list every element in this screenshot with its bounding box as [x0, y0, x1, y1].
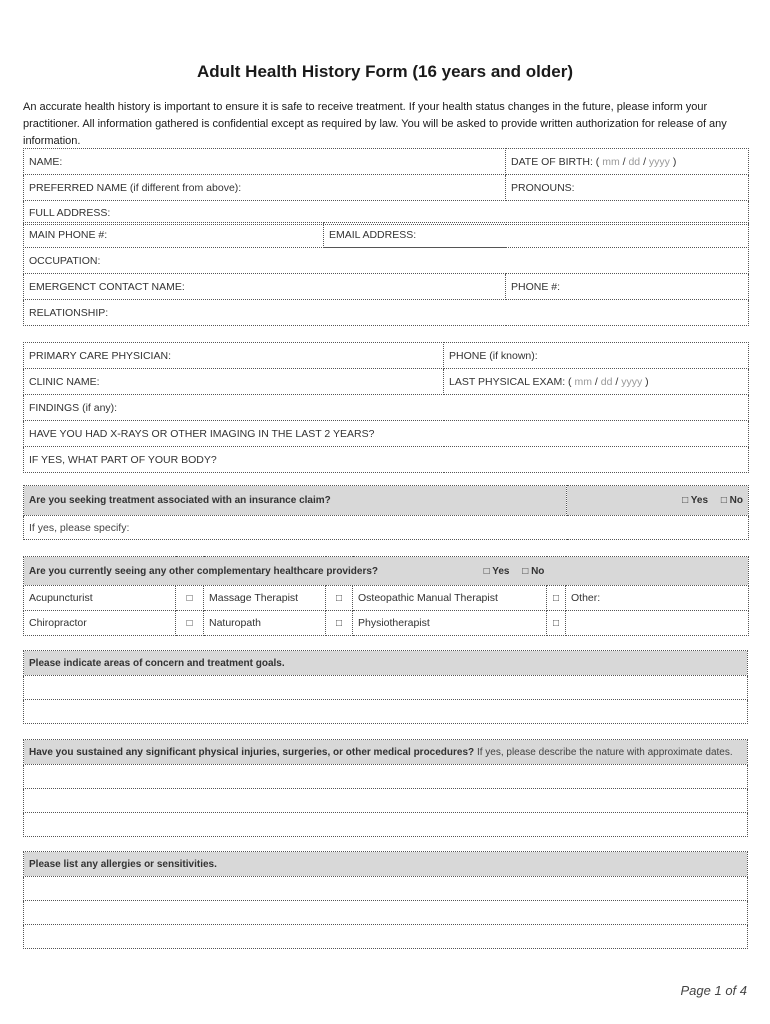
- allergies-question: Please list any allergies or sensitivities.: [24, 852, 748, 877]
- insurance-no-checkbox[interactable]: □ No: [720, 495, 743, 506]
- page-number: Page 1 of 4: [680, 983, 747, 998]
- body-part-field[interactable]: IF YES, WHAT PART OF YOUR BODY?: [24, 447, 749, 473]
- injuries-table: [23, 739, 748, 837]
- insurance-table: [23, 485, 749, 540]
- emergency-phone-field[interactable]: PHONE #:: [506, 274, 749, 300]
- primary-care-field[interactable]: PRIMARY CARE PHYSICIAN:: [24, 343, 444, 369]
- insurance-specify-field[interactable]: If yes, please specify:: [24, 516, 749, 540]
- main-phone-field[interactable]: MAIN PHONE #:: [24, 223, 324, 248]
- email-field[interactable]: EMAIL ADDRESS:: [324, 223, 749, 248]
- personal-info-table: [23, 148, 749, 225]
- massage-label: Massage Therapist: [204, 586, 326, 611]
- last-physical-field[interactable]: LAST PHYSICAL EXAM: ( mm / dd / yyyy ): [444, 369, 749, 395]
- acupuncturist-checkbox[interactable]: □: [176, 586, 204, 611]
- other-provider-field-2[interactable]: [566, 611, 749, 636]
- intro-paragraph: An accurate health history is important to ensure it is safe to receive treatment. If your health status changes in the future, please inform your practitioner. All information gathered is confidential except as required by law. You will be asked to provide written authorization for release of any information.: [23, 101, 727, 147]
- full-address-field[interactable]: FULL ADDRESS:: [24, 201, 749, 225]
- allergies-line-2[interactable]: [24, 901, 748, 925]
- providers-no-checkbox[interactable]: □ No: [522, 565, 545, 577]
- injuries-hint: If yes, please describe the nature with approximate dates.: [476, 746, 733, 758]
- concerns-table: [23, 650, 748, 724]
- providers-yes-checkbox[interactable]: □ Yes: [483, 565, 510, 577]
- concerns-line-1[interactable]: [24, 676, 748, 700]
- physician-phone-field[interactable]: PHONE (if known):: [444, 343, 749, 369]
- naturopath-checkbox[interactable]: □: [326, 611, 353, 636]
- osteopathic-label: Osteopathic Manual Therapist: [353, 586, 547, 611]
- chiropractor-label: Chiropractor: [24, 611, 176, 636]
- insurance-question: Are you seeking treatment associated with an insurance claim?: [24, 486, 567, 516]
- acupuncturist-label: Acupuncturist: [24, 586, 176, 611]
- emergency-table: [23, 247, 749, 326]
- contact-table: [23, 222, 749, 248]
- injuries-question: Have you sustained any significant physical injuries, surgeries, or other medical procedures?: [29, 746, 475, 758]
- providers-question: Are you currently seeing any other complementary healthcare providers?: [29, 565, 379, 577]
- insurance-yes-checkbox[interactable]: □ Yes: [682, 495, 709, 506]
- injuries-line-1[interactable]: [24, 765, 748, 789]
- chiropractor-checkbox[interactable]: □: [176, 611, 204, 636]
- injuries-line-2[interactable]: [24, 789, 748, 813]
- physiotherapist-checkbox[interactable]: □: [547, 611, 566, 636]
- xrays-field[interactable]: HAVE YOU HAD X-RAYS OR OTHER IMAGING IN THE LAST 2 YEARS?: [24, 421, 749, 447]
- findings-field[interactable]: FINDINGS (if any):: [24, 395, 749, 421]
- emergency-contact-field[interactable]: EMERGENCT CONTACT NAME:: [24, 274, 506, 300]
- other-provider-field[interactable]: Other:: [566, 586, 749, 611]
- naturopath-label: Naturopath: [204, 611, 326, 636]
- providers-table: [23, 556, 749, 636]
- name-field[interactable]: NAME:: [24, 149, 506, 175]
- medical-table: [23, 342, 749, 473]
- occupation-field[interactable]: OCCUPATION:: [24, 248, 749, 274]
- allergies-line-1[interactable]: [24, 877, 748, 901]
- preferred-name-field[interactable]: PREFERRED NAME (if different from above):: [24, 175, 506, 201]
- concerns-question: Please indicate areas of concern and treatment goals.: [24, 651, 748, 676]
- date-of-birth-field[interactable]: DATE OF BIRTH: ( mm / dd / yyyy ): [506, 149, 749, 175]
- form-title: Adult Health History Form (16 years and older): [197, 62, 573, 81]
- massage-checkbox[interactable]: □: [326, 586, 353, 611]
- physiotherapist-label: Physiotherapist: [353, 611, 547, 636]
- injuries-line-3[interactable]: [24, 813, 748, 837]
- allergies-table: [23, 851, 748, 949]
- allergies-line-3[interactable]: [24, 925, 748, 949]
- concerns-line-2[interactable]: [24, 700, 748, 724]
- osteopathic-checkbox[interactable]: □: [547, 586, 566, 611]
- pronouns-field[interactable]: PRONOUNS:: [506, 175, 749, 201]
- clinic-name-field[interactable]: CLINIC NAME:: [24, 369, 444, 395]
- relationship-field[interactable]: RELATIONSHIP:: [24, 300, 749, 326]
